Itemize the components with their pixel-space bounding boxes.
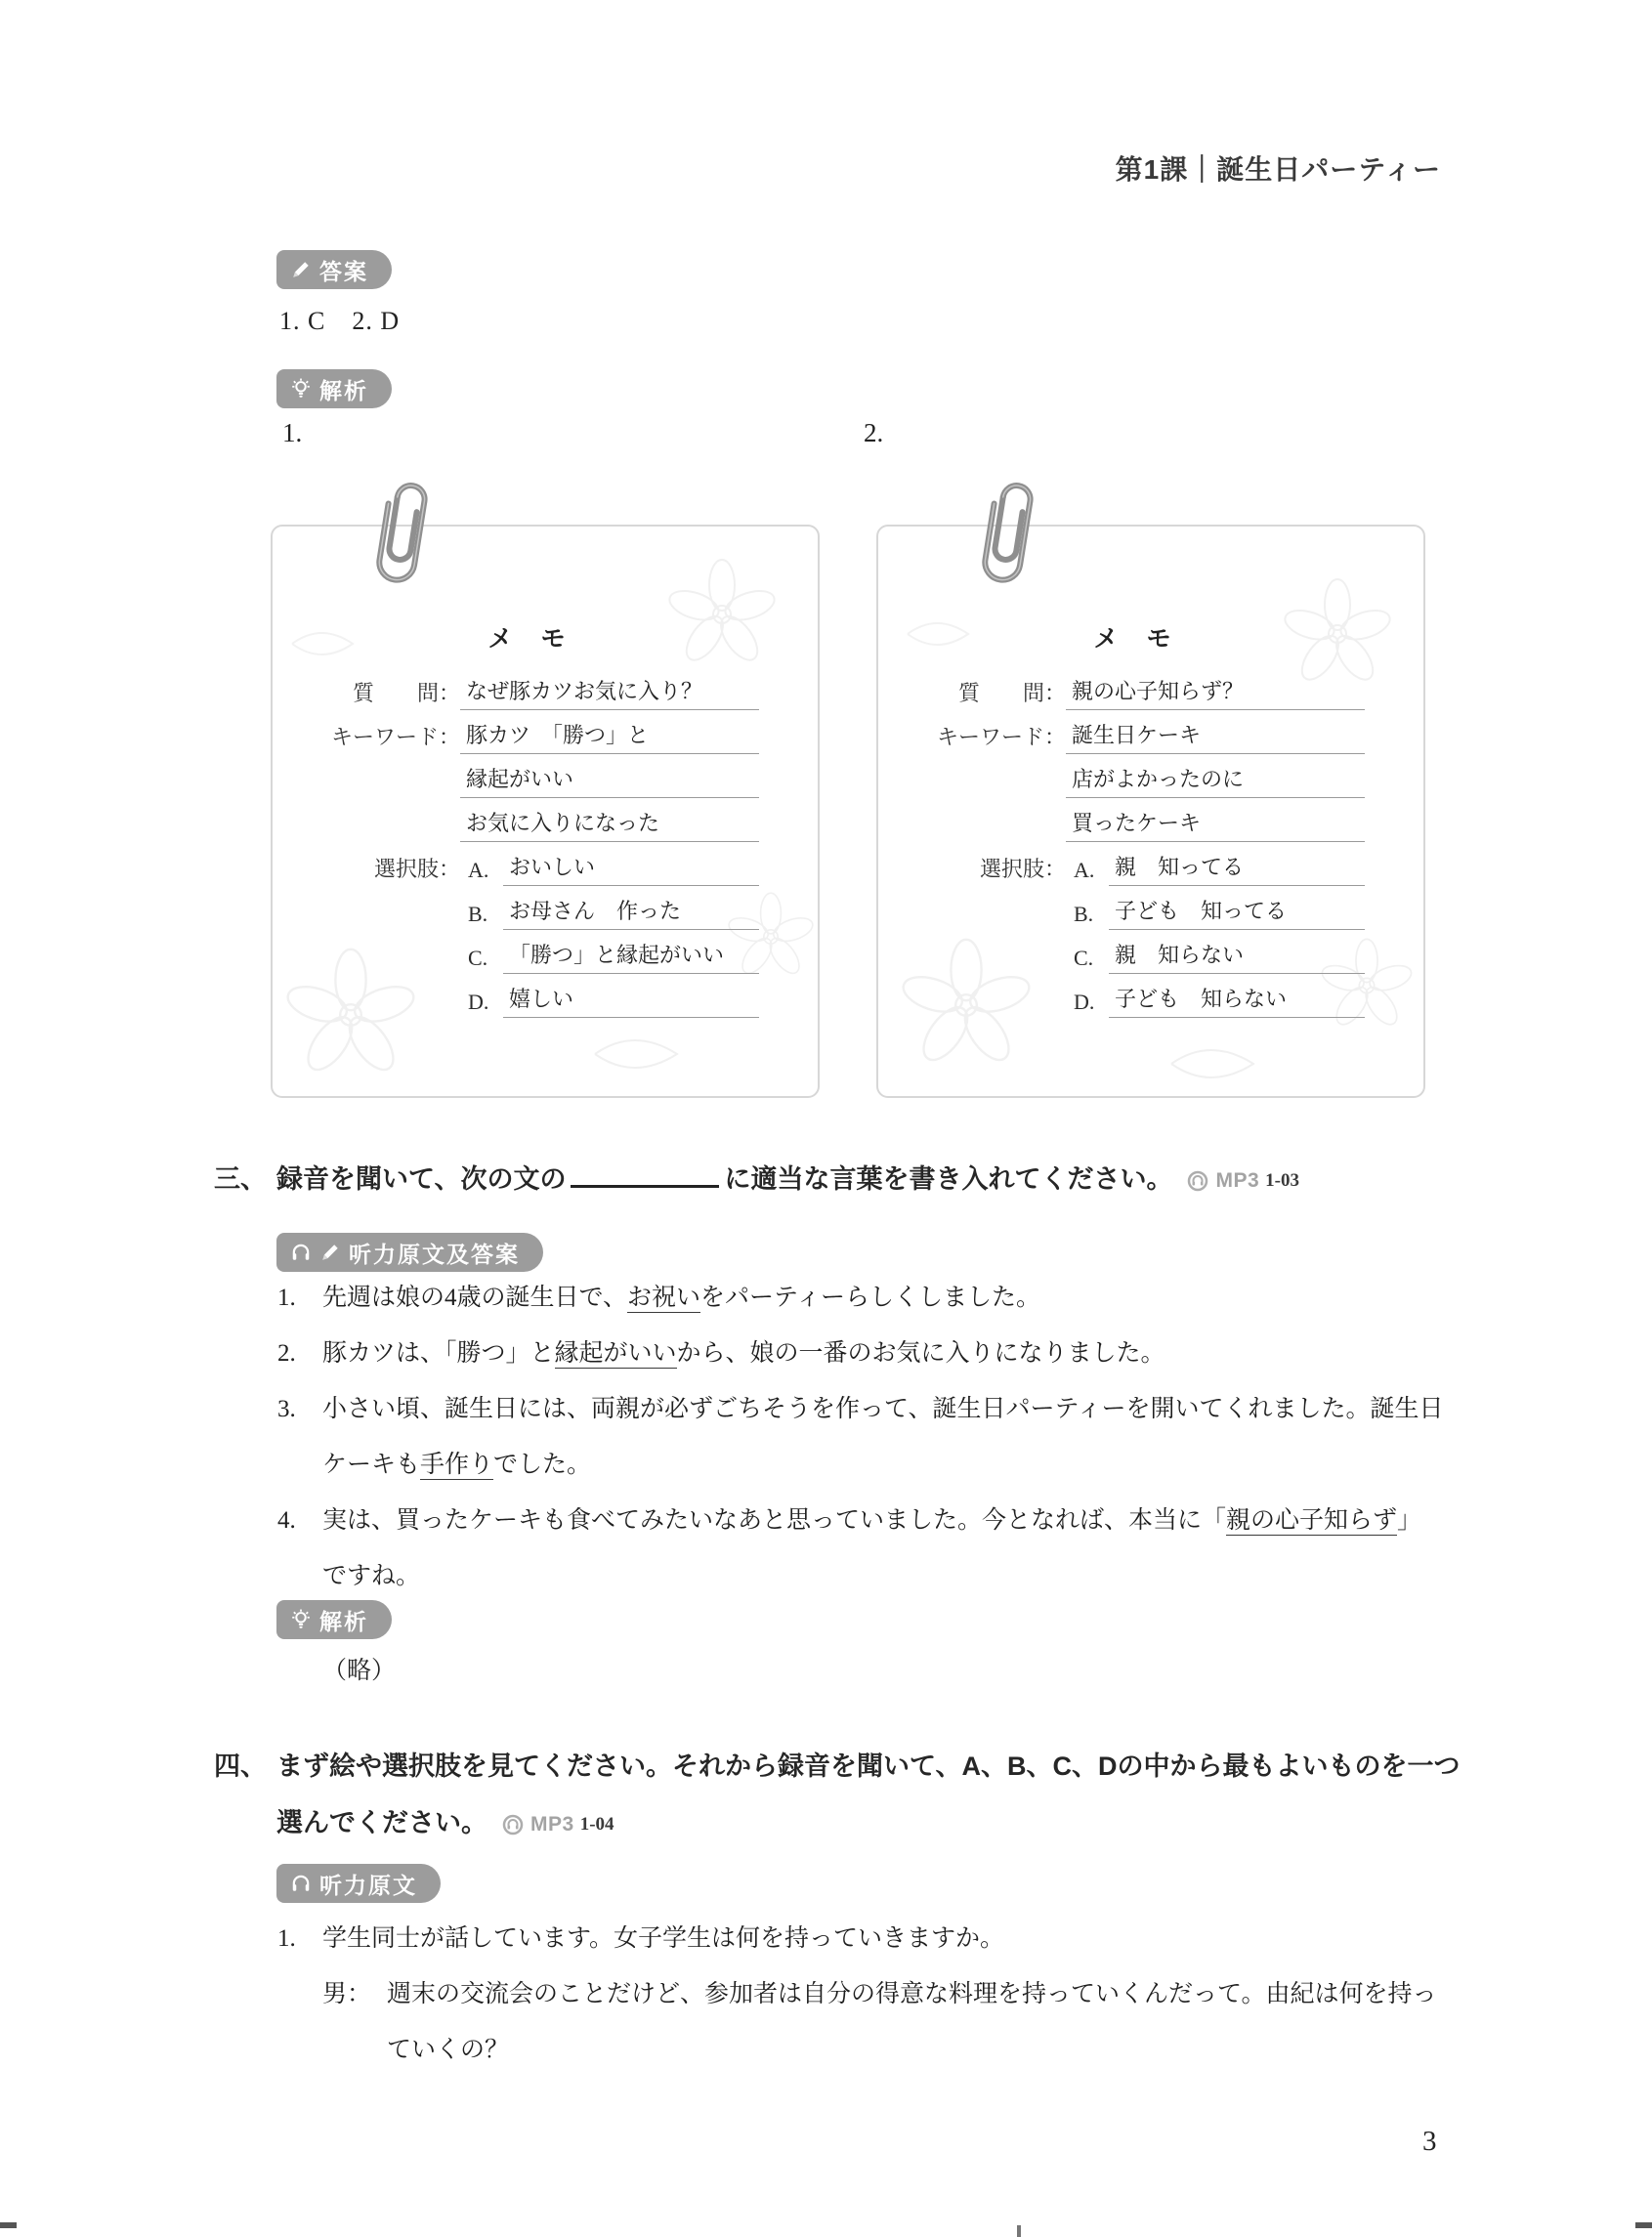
underlined-answer: 手作り: [420, 1452, 494, 1478]
item-number: 1.: [277, 1285, 296, 1311]
memo-option-row: [296, 886, 759, 930]
underlined-answer: 親の心子知らず: [1226, 1507, 1398, 1534]
option-value: お母さん 作った: [503, 895, 759, 930]
mp3-track: 1-03: [1265, 1169, 1299, 1191]
keyword-value: 買ったケーキ: [1066, 807, 1365, 842]
option-letter: C.: [1074, 946, 1094, 970]
item-number: 2.: [277, 1340, 296, 1367]
pencil-icon: [290, 259, 312, 280]
memo-keyword-row: [902, 754, 1365, 798]
memo-keyword-row: [296, 798, 759, 842]
memo-keyword-row: [296, 754, 759, 798]
option-letter: C.: [468, 946, 488, 970]
memo2-number: 2.: [864, 418, 884, 447]
print-mark: [1635, 2222, 1652, 2228]
dialog-text: 週末の交流会のことだけど、参加者は自分の得意な料理を持っていくんだって。由紀は何を持っていくの？: [387, 1981, 1437, 2063]
analysis-badge: [276, 369, 392, 408]
transcript-item: [277, 1911, 1450, 1966]
lightbulb-icon: [290, 1609, 312, 1630]
memo-card-1: [271, 525, 820, 1098]
question-value: なぜ豚カツお気に入り？: [460, 675, 759, 710]
option-letter: D.: [1074, 990, 1095, 1014]
page-number: 3: [1422, 2126, 1437, 2157]
headphone-icon: [290, 1242, 312, 1263]
print-mark: [1017, 2225, 1021, 2237]
keyword-value: お気に入りになった: [460, 807, 759, 842]
keyword-label: キーワード：: [936, 725, 1066, 749]
option-value: おいしい: [503, 851, 759, 886]
mp3-label: MP3: [1215, 1168, 1260, 1192]
transcript-item: [277, 1326, 1446, 1381]
option-value: 子ども 知ってる: [1109, 895, 1365, 930]
item-text: 小さい頃、誕生日には、両親が必ずごちそうを作って、誕生日パーティーを開いてくれました。誕生日ケーキも手作りでした。: [322, 1396, 1444, 1478]
memo-option-row: [902, 842, 1365, 886]
item-number: 1.: [277, 1925, 296, 1952]
mp3-track: 1-04: [579, 1813, 614, 1835]
memo-title: メ モ: [487, 626, 568, 653]
option-value: 親 知ってる: [1109, 851, 1365, 886]
section3-title-before: 録音を聞いて、次の文の: [276, 1164, 567, 1194]
dialog-line: [322, 1966, 1450, 2078]
item-number: 4.: [277, 1507, 296, 1534]
script-badge-label: 听力原文: [319, 1872, 417, 1898]
transcript-item: [277, 1493, 1446, 1604]
memo-keyword-row: [902, 710, 1365, 754]
headphone-icon: [1186, 1169, 1209, 1193]
memo-keyword-row: [902, 798, 1365, 842]
headphone-icon: [501, 1813, 525, 1836]
memo-keyword-row: [296, 710, 759, 754]
memo-title: メ モ: [1093, 626, 1173, 653]
option-letter: B.: [468, 902, 488, 926]
section4-title-text: まず絵や選択肢を見てください。それから録音を聞いて、A、B、C、Dの中から最もよいものを一つ選んでください。: [276, 1752, 1461, 1837]
analysis-omitted: （略）: [322, 1658, 397, 1684]
analysis-badge-label: 解析: [319, 1608, 368, 1634]
analysis-badge-label: 解析: [319, 377, 368, 403]
keyword-value: 縁起がいい: [460, 763, 759, 798]
option-letter: D.: [468, 990, 489, 1014]
script-and-answer-badge-label: 听力原文及答案: [349, 1241, 520, 1267]
option-value: 親 知らない: [1109, 939, 1365, 974]
lightbulb-icon: [290, 378, 312, 400]
option-letter: A.: [1074, 858, 1095, 882]
answers-line: 1. C 2. D: [279, 307, 401, 335]
options-label: 選択肢：: [979, 857, 1066, 881]
question-label: 質 問：: [352, 681, 460, 705]
option-value: 子ども 知らない: [1109, 983, 1365, 1018]
option-value: 「勝つ」と縁起がいい: [503, 939, 759, 974]
mp3-badge: [501, 1796, 614, 1853]
section4-item: [277, 1911, 1450, 2078]
script-badge: [276, 1864, 441, 1903]
memo-question-row: [296, 666, 759, 710]
section3-title-after: に適当な言葉を書き入れてください。: [724, 1164, 1173, 1194]
memo-option-row: [902, 886, 1365, 930]
speaker-label: 男：: [322, 1981, 372, 2007]
section4-title: [276, 1738, 1484, 1853]
section3-title: [276, 1151, 1474, 1209]
memo-option-row: [296, 974, 759, 1018]
memo-card-2: [876, 525, 1425, 1098]
memo-option-row: [296, 842, 759, 886]
headphone-icon: [290, 1873, 312, 1894]
fill-in-blank: [571, 1184, 719, 1188]
memo1-number: 1.: [282, 418, 303, 447]
option-value: 嬉しい: [503, 983, 759, 1018]
section4-heading: [214, 1738, 1484, 1853]
underlined-answer: お祝い: [627, 1285, 701, 1311]
pencil-icon: [319, 1242, 341, 1263]
analysis-badge: [276, 1600, 392, 1639]
section3-number: 三、: [214, 1164, 267, 1194]
answer-badge-label: 答案: [319, 258, 368, 284]
keyword-label: キーワード：: [330, 725, 460, 749]
script-and-answer-badge: [276, 1233, 543, 1272]
item-number: 3.: [277, 1396, 296, 1422]
page-header: 第1課｜誕生日パーティー: [1115, 154, 1441, 185]
option-letter: B.: [1074, 902, 1094, 926]
option-letter: A.: [468, 858, 489, 882]
memo-option-row: [902, 930, 1365, 974]
section3-items: [277, 1270, 1446, 1604]
transcript-item: [277, 1270, 1446, 1326]
print-mark: [0, 2222, 17, 2228]
memo-option-row: [296, 930, 759, 974]
memo-question-row: [902, 666, 1365, 710]
item-text: 先週は娘の4歳の誕生日で、お祝いをパーティーらしくしました。: [322, 1285, 1041, 1311]
item-text: 学生同士が話しています。女子学生は何を持っていきますか。: [322, 1925, 1005, 1952]
underlined-answer: 縁起がいい: [554, 1340, 677, 1367]
transcript-item: [277, 1381, 1446, 1493]
section4-number: 四、: [214, 1752, 267, 1781]
mp3-badge: [1186, 1153, 1299, 1209]
keyword-value: 豚カツ 「勝つ」と: [460, 719, 759, 754]
keyword-value: 店がよかったのに: [1066, 763, 1365, 798]
keyword-value: 誕生日ケーキ: [1066, 719, 1365, 754]
answer-badge: [276, 250, 392, 289]
options-label: 選択肢：: [373, 857, 460, 881]
question-label: 質 問：: [957, 681, 1066, 705]
item-text: 豚カツは、「勝つ」と縁起がいいから、娘の一番のお気に入りになりました。: [322, 1340, 1165, 1367]
memo-option-row: [902, 974, 1365, 1018]
item-text: 実は、買ったケーキも食べてみたいなあと思っていました。今となれば、本当に「親の心子知らず」ですね。: [322, 1507, 1422, 1589]
section3-heading: [214, 1151, 1474, 1209]
question-value: 親の心子知らず？: [1066, 675, 1365, 710]
mp3-label: MP3: [530, 1812, 574, 1836]
